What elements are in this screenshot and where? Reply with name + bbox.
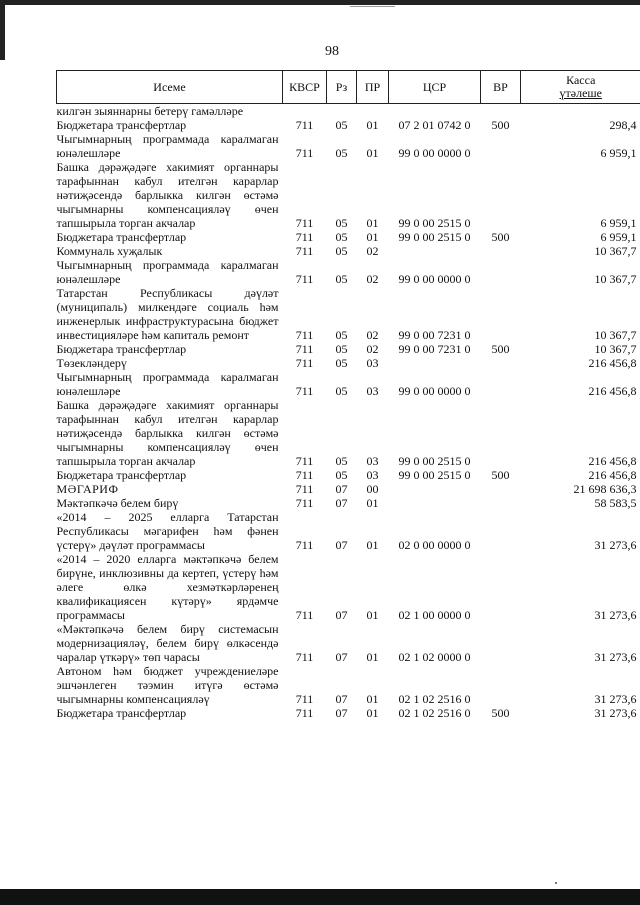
row-kvsr: 711 (295, 272, 314, 286)
row-name: килгән зыяннарны бетерү гамәлләре (56, 104, 244, 118)
row-name: Бюджетара трансфертлар (56, 342, 187, 356)
row-name: Төзекләндерү (56, 356, 127, 370)
row-rz: 05 (335, 342, 348, 356)
row-name: Башка дәрәҗәдәге хакимият органнары тарафыннан кабул ителгән карарлар нәтиҗәсендә барлыкка килгән өстәмә чыгымнарны компенсацияләү өчен тапшырыла торган акчалар (56, 160, 279, 230)
row-pr: 01 (366, 216, 379, 230)
row-kvsr: 711 (295, 244, 314, 258)
row-name: Бюджетара трансфертлар (56, 468, 187, 482)
row-pr: 01 (366, 146, 379, 160)
row-rz: 07 (335, 538, 348, 552)
col-header-csr: ЦСР (389, 71, 481, 104)
row-amount: 31 273,6 (594, 608, 637, 622)
row-kvsr: 711 (295, 454, 314, 468)
row-rz: 07 (335, 496, 348, 510)
col-header-kassa-line1: Касса (566, 73, 596, 87)
row-amount: 6 959,1 (600, 230, 637, 244)
row-name: МӘГАРИФ (56, 482, 119, 496)
table-row (57, 132, 640, 160)
row-name: «Мәктәпкәчә белем бирү системасын модернизацияләү, белем бирү өлкәсендә чаралар үткәрү» төп чарасы (56, 622, 279, 664)
row-vr: 500 (491, 230, 510, 244)
row-csr: 99 0 00 7231 0 (398, 328, 471, 342)
row-pr: 02 (366, 342, 379, 356)
row-amount: 21 698 636,3 (573, 482, 637, 496)
row-pr: 02 (366, 244, 379, 258)
row-pr: 03 (366, 384, 379, 398)
table-row (57, 622, 640, 664)
row-kvsr: 711 (295, 538, 314, 552)
row-rz: 07 (335, 608, 348, 622)
row-kvsr (283, 104, 327, 119)
table-row (57, 356, 640, 370)
row-csr: 99 0 00 2515 0 (398, 216, 471, 230)
row-csr: 99 0 00 0000 0 (398, 146, 471, 160)
row-kvsr: 711 (295, 608, 314, 622)
row-csr: 07 2 01 0742 0 (398, 118, 471, 132)
table-row (57, 118, 640, 132)
row-pr: 01 (366, 496, 379, 510)
budget-table (56, 70, 640, 720)
row-csr (389, 244, 481, 258)
row-pr: 01 (366, 538, 379, 552)
row-rz: 07 (335, 650, 348, 664)
row-amount: 216 456,8 (588, 454, 637, 468)
table-row (57, 230, 640, 244)
row-vr (481, 496, 521, 510)
table-header-row (57, 71, 640, 104)
table-row (57, 244, 640, 258)
row-kvsr: 711 (295, 328, 314, 342)
scan-speck (555, 882, 557, 884)
row-vr: 500 (491, 118, 510, 132)
row-csr: 02 1 00 0000 0 (398, 608, 471, 622)
row-kvsr: 711 (295, 650, 314, 664)
table-row (57, 468, 640, 482)
row-rz: 05 (335, 244, 348, 258)
row-pr: 01 (366, 608, 379, 622)
row-amount: 31 273,6 (594, 706, 637, 720)
row-csr: 02 1 02 2516 0 (398, 706, 471, 720)
row-name: «2014 – 2025 елларга Татарстан Республикасы мәгарифен һәм фәнен үстерү» дәүләт программасы (56, 510, 279, 552)
table-row (57, 160, 640, 230)
row-amount: 58 583,5 (594, 496, 637, 510)
row-kvsr: 711 (295, 482, 314, 496)
row-pr: 01 (366, 706, 379, 720)
row-vr (481, 132, 521, 160)
row-rz: 05 (335, 384, 348, 398)
row-kvsr: 711 (295, 146, 314, 160)
row-pr: 02 (366, 328, 379, 342)
table-row (57, 258, 640, 286)
row-pr: 01 (366, 692, 379, 706)
row-csr: 99 0 00 7231 0 (398, 342, 471, 356)
table-row (57, 104, 640, 119)
row-rz: 07 (335, 692, 348, 706)
row-rz: 05 (335, 468, 348, 482)
row-vr (481, 552, 521, 622)
row-name: Чыгымнарның программада каралмаган юнәлешләре (56, 258, 279, 286)
row-vr (481, 286, 521, 342)
row-csr (389, 482, 481, 496)
table-row (57, 552, 640, 622)
row-csr: 02 1 02 2516 0 (398, 692, 471, 706)
table-row (57, 510, 640, 552)
col-header-rz: Рз (327, 71, 357, 104)
row-amount: 31 273,6 (594, 650, 637, 664)
row-kvsr: 711 (295, 230, 314, 244)
row-pr: 01 (366, 650, 379, 664)
row-name: Бюджетара трансфертлар (56, 706, 187, 720)
row-csr: 99 0 00 0000 0 (398, 272, 471, 286)
row-pr: 03 (366, 468, 379, 482)
row-name: Коммуналь хуҗалык (56, 244, 163, 258)
row-rz: 05 (335, 328, 348, 342)
row-name: Мәктәпкәчә белем бирү (56, 496, 179, 510)
row-csr (389, 104, 481, 119)
row-vr (481, 664, 521, 706)
row-csr: 02 0 00 0000 0 (398, 538, 471, 552)
row-vr (481, 258, 521, 286)
col-header-kassa-line2: үтәлеше (559, 86, 602, 100)
row-vr (481, 160, 521, 230)
row-csr (389, 496, 481, 510)
row-pr: 00 (366, 482, 379, 496)
row-vr: 500 (491, 706, 510, 720)
row-amount: 10 367,7 (594, 244, 637, 258)
row-vr (481, 104, 521, 119)
row-name: Бюджетара трансфертлар (56, 230, 187, 244)
row-amount: 6 959,1 (600, 146, 637, 160)
row-pr: 03 (366, 454, 379, 468)
table-row (57, 482, 640, 496)
row-rz (327, 104, 357, 119)
table-row (57, 496, 640, 510)
scan-edge-left (0, 0, 5, 60)
row-kvsr: 711 (295, 384, 314, 398)
row-pr: 02 (366, 272, 379, 286)
row-vr: 500 (491, 342, 510, 356)
row-name: Татарстан Республикасы дәүләт (муниципаль) милкендәге социаль һәм инженерлык инфраструктурасына бюджет инвестицияләре һәм капиталь ремонт (56, 286, 279, 342)
col-header-kvsr: КВСР (283, 71, 327, 104)
row-name: Бюджетара трансфертлар (56, 118, 187, 132)
row-amount: 31 273,6 (594, 692, 637, 706)
row-rz: 05 (335, 230, 348, 244)
row-rz: 05 (335, 356, 348, 370)
row-vr: 500 (491, 468, 510, 482)
row-kvsr: 711 (295, 216, 314, 230)
row-csr: 99 0 00 2515 0 (398, 230, 471, 244)
row-rz: 05 (335, 454, 348, 468)
row-kvsr: 711 (295, 496, 314, 510)
scan-edge-bottom (0, 889, 640, 905)
row-amount: 216 456,8 (588, 384, 637, 398)
row-rz: 05 (335, 146, 348, 160)
row-rz: 07 (335, 482, 348, 496)
row-vr (481, 510, 521, 552)
row-kvsr: 711 (295, 692, 314, 706)
row-vr (481, 244, 521, 258)
row-vr (481, 398, 521, 468)
row-csr: 99 0 00 2515 0 (398, 468, 471, 482)
row-pr: 01 (366, 230, 379, 244)
row-vr (481, 370, 521, 398)
row-rz: 05 (335, 216, 348, 230)
row-name: Чыгымнарның программада каралмаган юнәлешләре (56, 132, 279, 160)
table-row (57, 342, 640, 356)
table-row (57, 370, 640, 398)
row-csr: 99 0 00 2515 0 (398, 454, 471, 468)
table-row (57, 286, 640, 342)
row-vr (481, 356, 521, 370)
col-header-kassa (521, 71, 640, 104)
scan-edge-top (0, 0, 640, 5)
row-name: «2014 – 2020 елларга мәктәпкәчә белем бирүне, инклюзивны да кертеп, үстерү һәм әлеге өлкә хезмәткәрләренең квалификациясен күтәрү» ярдәмче программасы (56, 552, 279, 622)
row-amount: 31 273,6 (594, 538, 637, 552)
row-csr: 02 1 02 0000 0 (398, 650, 471, 664)
row-amount: 10 367,7 (594, 342, 637, 356)
row-kvsr: 711 (295, 118, 314, 132)
row-amount: 216 456,8 (588, 468, 637, 482)
row-rz: 07 (335, 706, 348, 720)
row-name: Башка дәрәҗәдәге хакимият органнары тарафыннан кабул ителгән карарлар нәтиҗәсендә барлыкка килгән өстәмә чыгымнарны компенсацияләү өчен тапшырыла торган акчалар (56, 398, 279, 468)
table-row (57, 706, 640, 720)
row-amount: 6 959,1 (600, 216, 637, 230)
row-pr: 01 (366, 118, 379, 132)
row-kvsr: 711 (295, 342, 314, 356)
row-kvsr: 711 (295, 468, 314, 482)
col-header-name: Исеме (57, 71, 283, 104)
col-header-vr: ВР (481, 71, 521, 104)
page-number: 98 (325, 44, 339, 59)
row-amount: 10 367,7 (594, 272, 637, 286)
row-name: Чыгымнарның программада каралмаган юнәлешләре (56, 370, 279, 398)
row-csr (389, 356, 481, 370)
row-rz: 05 (335, 272, 348, 286)
row-vr (481, 482, 521, 496)
row-amount: 298,4 (609, 118, 637, 132)
row-kvsr: 711 (295, 356, 314, 370)
row-csr: 99 0 00 0000 0 (398, 384, 471, 398)
row-amount: 216 456,8 (588, 356, 637, 370)
row-pr: 03 (366, 356, 379, 370)
col-header-pr: ПР (357, 71, 389, 104)
row-amount (521, 104, 640, 119)
scan-speck (350, 6, 395, 7)
row-pr (357, 104, 389, 119)
row-vr (481, 622, 521, 664)
row-name: Автоном һәм бюджет учреждениеләре эшчәнлеген тәэмин итүгә өстәмә чыгымнарны компенсацияләү (56, 664, 279, 706)
table-row (57, 398, 640, 468)
row-rz: 05 (335, 118, 348, 132)
row-kvsr: 711 (295, 706, 314, 720)
table-row (57, 664, 640, 706)
row-amount: 10 367,7 (594, 328, 637, 342)
